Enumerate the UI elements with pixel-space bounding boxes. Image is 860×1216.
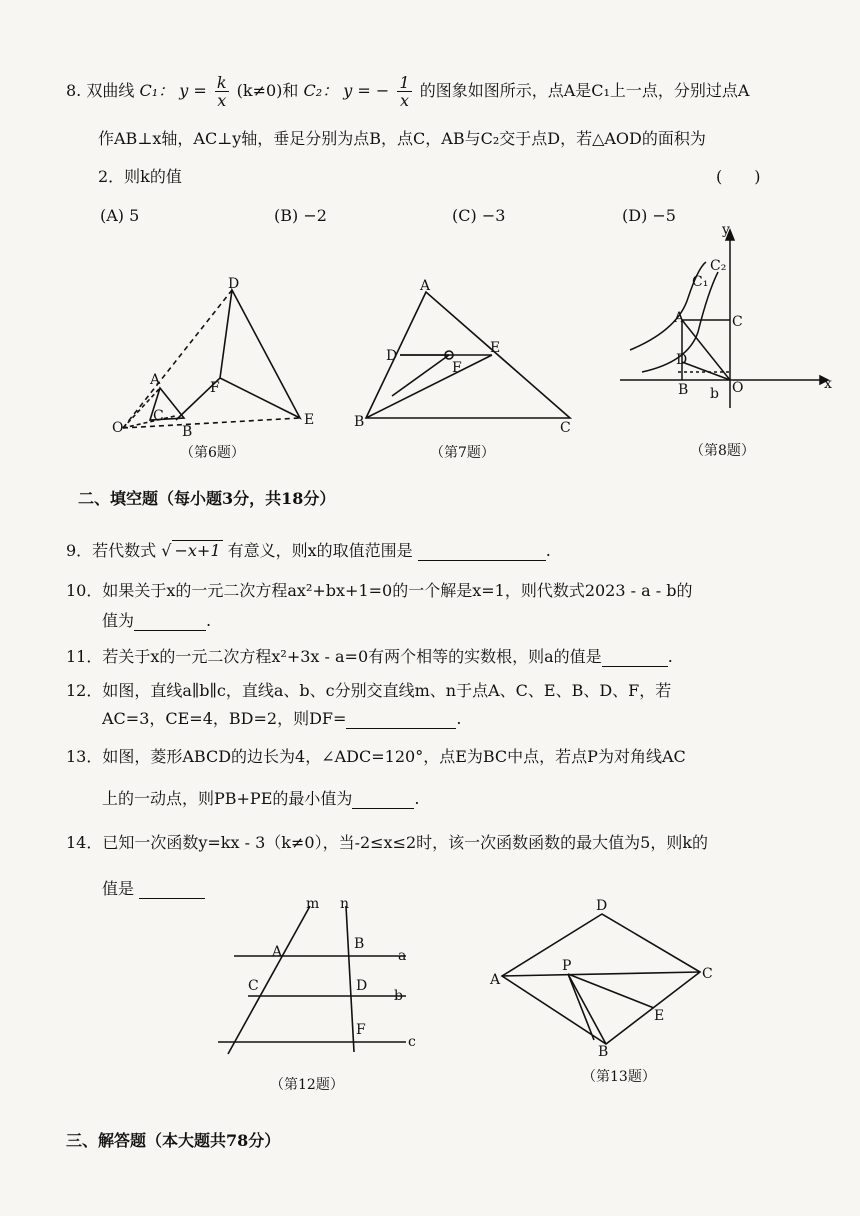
period: . — [414, 789, 420, 808]
question-8-line-2: 作AB⊥x轴，AC⊥y轴，垂足分别为点B，点C，AB与C₂交于点D，若△AOD的面积为 — [98, 129, 706, 148]
label-F: F — [356, 1022, 366, 1038]
label-C1: C₁ — [692, 274, 709, 290]
answer-parentheses: ( ) — [716, 167, 761, 186]
denominator: x — [217, 91, 227, 110]
label-P: P — [562, 958, 572, 974]
label-D: D — [676, 352, 688, 368]
question-13-line-1: 13．如图，菱形ABCD的边长为4，∠ADC=120°，点E为BC中点，若点P为对角线AC — [66, 747, 686, 766]
question-text: 值是 — [102, 879, 135, 898]
radical: √ −x+1 — [161, 541, 221, 560]
question-text: AC=3，CE=4，BD=2，则DF= — [102, 709, 347, 728]
label-O: O — [112, 420, 124, 436]
numerator: k — [216, 73, 227, 92]
option-c: (C) −3 — [452, 206, 506, 225]
equation-lhs-2: y = − — [343, 81, 390, 100]
figure-8-diagram — [618, 222, 840, 412]
figure-12-caption: （第12题） — [270, 1077, 344, 1093]
label-D: D — [356, 978, 368, 994]
question-11 — [66, 644, 673, 667]
question-8-line-1 — [66, 74, 749, 109]
question-14-line-2 — [102, 876, 205, 899]
label-x: x — [824, 376, 832, 392]
label-B: B — [678, 382, 689, 398]
period: . — [206, 611, 212, 630]
label-D: D — [386, 348, 398, 364]
label-b: b — [394, 988, 403, 1004]
figure-7-caption: （第7题） — [430, 445, 495, 461]
label-C: C — [248, 978, 259, 994]
curve-c1-label: C₁： — [139, 81, 175, 100]
label-B: B — [598, 1044, 609, 1058]
question-8-line-3: 2．则k的值 — [98, 167, 182, 186]
section-2-heading: 二、填空题（每小题3分，共18分） — [78, 489, 336, 508]
figure-13-diagram — [488, 890, 728, 1058]
label-c: c — [408, 1034, 416, 1050]
question-text: 上的一动点，则PB+PE的最小值为 — [102, 789, 353, 808]
label-n: n — [340, 896, 350, 912]
label-y: y — [722, 222, 730, 238]
question-12-line-2 — [102, 706, 462, 729]
label-B: B — [354, 936, 365, 952]
label-F: F — [210, 380, 220, 396]
question-number: 8. — [66, 81, 82, 100]
figure-8-caption: （第8题） — [690, 443, 755, 459]
question-10-line-2 — [102, 608, 211, 631]
label-A: A — [674, 310, 685, 326]
label-C: C — [153, 408, 164, 424]
label-C: C — [702, 966, 713, 982]
label-A: A — [420, 278, 431, 294]
option-b: (B) −2 — [274, 206, 327, 225]
question-text-2: 的图象如图所示，点A是C₁上一点，分别过点A — [419, 81, 750, 100]
question-12-line-1: 12．如图，直线a∥b∥c，直线a、b、c分别交直线m、n于点A、C、E、B、D、F，若 — [66, 681, 672, 700]
answer-blank — [134, 611, 206, 631]
label-C2: C₂ — [710, 258, 727, 274]
fraction-k-over-x — [215, 74, 229, 109]
answer-blank — [346, 709, 456, 729]
condition-text: (k≠0)和 — [236, 81, 299, 100]
question-14-line-1: 14．已知一次函数y=kx - 3（k≠0），当-2≤x≤2时，该一次函数函数的最大值为5，则k的 — [66, 833, 709, 852]
label-A: A — [272, 944, 283, 960]
question-text: 11．若关于x的一元二次方程x²+3x - a=0有两个相等的实数根，则a的值是 — [66, 647, 602, 666]
figure-6-caption: （第6题） — [180, 445, 245, 461]
question-9 — [66, 538, 551, 561]
equation-lhs: y = — [179, 81, 207, 100]
label-E: E — [490, 340, 501, 356]
fraction-1-over-x — [397, 74, 411, 109]
question-text: 双曲线 — [86, 81, 135, 100]
question-text-2: 有意义，则x的取值范围是 — [227, 541, 413, 560]
question-text: 9．若代数式 — [66, 541, 157, 560]
label-a: a — [398, 948, 407, 964]
label-E: E — [654, 1008, 665, 1024]
label-D: D — [228, 276, 240, 292]
question-text: 值为 — [102, 611, 135, 630]
answer-blank — [352, 789, 414, 809]
section-3-heading: 三、解答题（本大题共78分） — [66, 1131, 281, 1150]
period: . — [667, 647, 673, 666]
label-B: B — [354, 414, 365, 430]
label-C: C — [560, 420, 571, 436]
figure-13-caption: （第13题） — [582, 1069, 656, 1085]
figure-7-diagram — [352, 276, 592, 436]
denominator: x — [400, 91, 410, 110]
option-d: (D) −5 — [622, 206, 676, 225]
period: . — [456, 709, 462, 728]
answer-blank — [602, 647, 668, 667]
figure-12-diagram — [206, 896, 432, 1060]
figure-6-diagram — [110, 270, 330, 440]
label-O: O — [732, 380, 744, 396]
label-A: A — [490, 972, 501, 988]
label-A: A — [150, 372, 161, 388]
label-C: C — [732, 314, 743, 330]
answer-blank — [139, 879, 205, 899]
label-B: B — [182, 424, 193, 440]
radicand: −x+1 — [174, 541, 221, 560]
curve-c2-label: C₂： — [303, 81, 339, 100]
question-10-line-1: 10．如果关于x的一元二次方程ax²+bx+1=0的一个解是x=1，则代数式2023 - a - b的 — [66, 581, 693, 600]
label-b: b — [710, 386, 719, 402]
label-F: F — [452, 360, 462, 376]
numerator: 1 — [399, 73, 410, 92]
question-13-line-2 — [102, 786, 419, 809]
answer-blank — [418, 541, 546, 561]
label-D: D — [596, 898, 608, 914]
period: . — [545, 541, 551, 560]
option-a: (A) 5 — [100, 206, 140, 225]
label-m: m — [306, 896, 320, 912]
label-E: E — [304, 412, 315, 428]
